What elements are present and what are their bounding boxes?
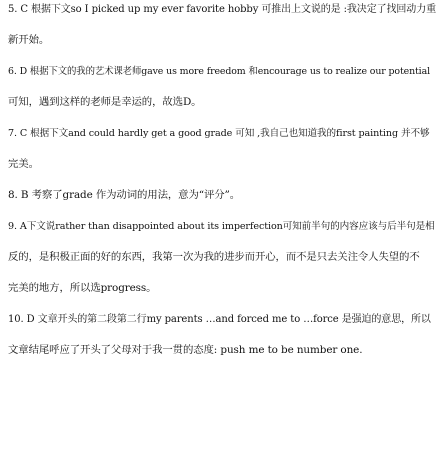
text-line: 7. C 根据下文and could hardly get a good grade 可知 ,我自己也知道我的first painting 并不够	[8, 128, 430, 139]
answer-explanations	[8, 2, 438, 374]
text-line: 反的，是积极正面的好的东西，我第一次为我的进步而开心，而不是只去关注令人失望的不	[8, 251, 420, 263]
text-line: 可知，遇到这样的老师是幸运的，故选D。	[8, 96, 202, 108]
text-line: 6. D 根据下文的我的艺术课老师gave us more freedom 和encourage us to realize our potential	[8, 66, 430, 77]
text-line: 完美的地方，所以选progress。	[8, 282, 157, 294]
text-line: 文章结尾呼应了开头了父母对于我一贯的态度: push me to be number one.	[8, 344, 363, 356]
text-line: 5. C 根据下文so I picked up my ever favorite hobby 可推出上文说的是 :我决定了找回动力重	[8, 4, 437, 15]
text-line: 完美。	[8, 158, 39, 170]
text-line: 8. B 考察了grade 作为动词的用法，意为“评分”。	[8, 189, 241, 201]
text-line: 10. D 文章开头的第二段第二行my parents …and forced me to …force 是强迫的意思，所以	[8, 314, 431, 325]
text-line: 新开始。	[8, 34, 50, 46]
text-line: 9. A下文说rather than disappointed about its imperfection可知前半句的内容应该与后半句是相	[8, 221, 435, 232]
